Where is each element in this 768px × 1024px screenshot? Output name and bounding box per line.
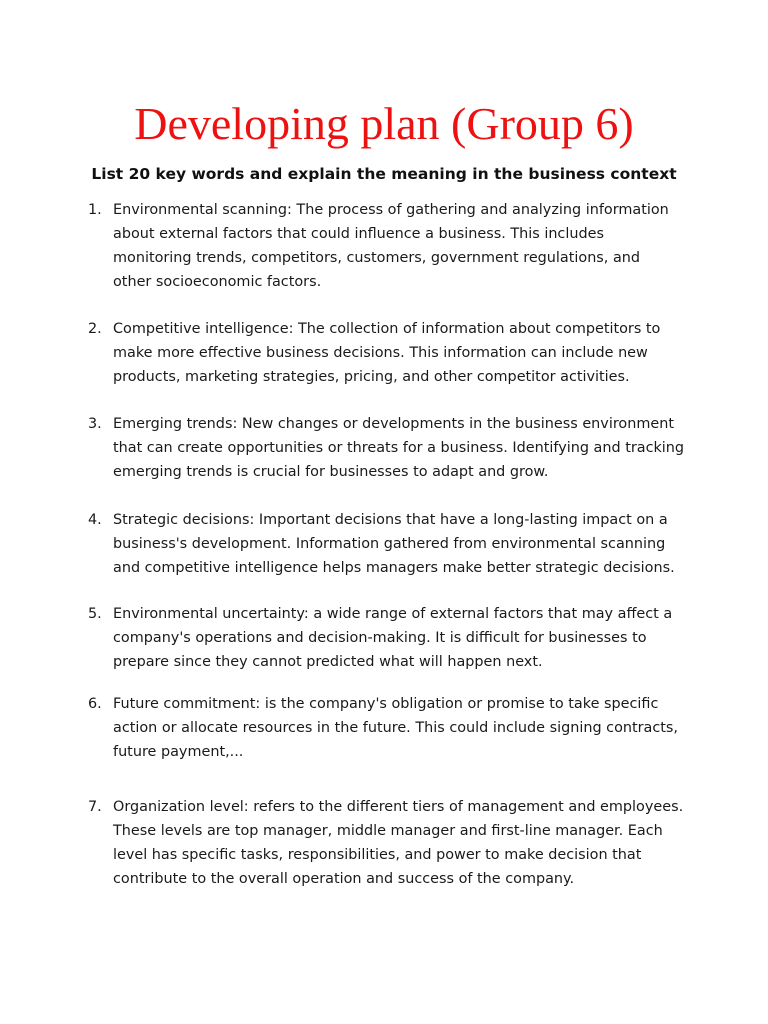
document-subtitle: List 20 key words and explain the meaning in the business context: [91, 165, 677, 183]
list-item-number: 7.: [88, 799, 102, 815]
document-title: Developing plan (Group 6): [134, 98, 634, 149]
list-item-text: [113, 795, 693, 891]
list-item-text: [113, 198, 693, 294]
list-item-line: Emerging trends: New changes or developments in the business environment: [113, 416, 674, 432]
list-item-line: Environmental scanning: The process of gathering and analyzing information: [113, 202, 669, 218]
list-item-line: These levels are top manager, middle manager and first-line manager. Each: [113, 823, 663, 839]
list-item-number: 2.: [88, 321, 102, 337]
list-item-line: products, marketing strategies, pricing, and other competitor activities.: [113, 369, 630, 385]
list-item-text: [113, 508, 693, 580]
list-item-line: about external factors that could influence a business. This includes: [113, 226, 604, 242]
list-item-number: 5.: [88, 606, 102, 622]
list-item-line: that can create opportunities or threats for a business. Identifying and tracking: [113, 440, 685, 456]
list-item-number: 6.: [88, 696, 102, 712]
list-item-line: other socioeconomic factors.: [113, 274, 322, 290]
list-item-text: [113, 412, 693, 484]
list-item-number: 4.: [88, 512, 102, 528]
list-item-number: 3.: [88, 416, 102, 432]
list-item-line: business's development. Information gathered from environmental scanning: [113, 536, 666, 552]
list-item-line: contribute to the overall operation and success of the company.: [113, 871, 575, 887]
list-item-line: monitoring trends, competitors, customers, government regulations, and: [113, 250, 641, 266]
list-item-line: make more effective business decisions. This information can include new: [113, 345, 648, 361]
list-item-line: level has specific tasks, responsibilities, and power to make decision that: [113, 847, 642, 863]
list-item-line: Future commitment: is the company's obligation or promise to take specific: [113, 696, 659, 712]
list-item-line: action or allocate resources in the future. This could include signing contracts,: [113, 720, 678, 736]
list-item-text: [113, 692, 693, 764]
list-item-number: 1.: [88, 202, 102, 218]
list-item-line: future payment,...: [113, 744, 244, 760]
list-item-line: prepare since they cannot predicted what will happen next.: [113, 654, 543, 670]
list-item-line: Strategic decisions: Important decisions that have a long-lasting impact on a: [113, 512, 668, 528]
list-item-line: and competitive intelligence helps managers make better strategic decisions.: [113, 560, 675, 576]
list-item-line: Environmental uncertainty: a wide range of external factors that may affect a: [113, 606, 673, 622]
list-item-text: [113, 602, 693, 674]
list-item-line: Organization level: refers to the different tiers of management and employees.: [113, 799, 684, 815]
list-item-line: emerging trends is crucial for businesses to adapt and grow.: [113, 464, 549, 480]
list-item-line: Competitive intelligence: The collection of information about competitors to: [113, 321, 661, 337]
list-item-line: company's operations and decision-making. It is difficult for businesses to: [113, 630, 647, 646]
list-item-text: [113, 317, 693, 389]
